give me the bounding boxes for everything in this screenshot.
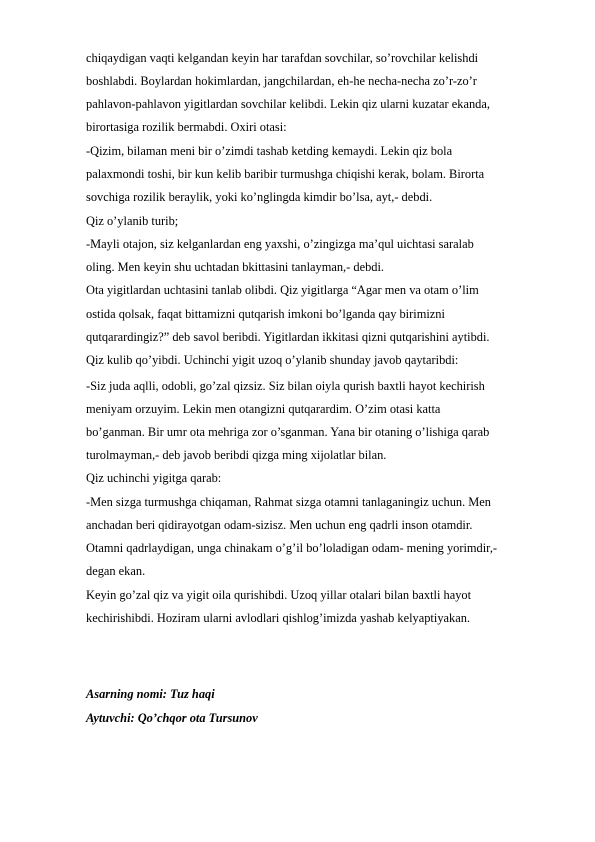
text-line: turolmayman,- deb javob beribdi qizga ming xijolatlar bilan.	[86, 448, 387, 462]
text-line: oling. Men keyin shu uchtadan bkittasini tanlayman,- debdi.	[86, 260, 385, 274]
text-line: degan ekan.	[86, 564, 146, 578]
text-line: birortasiga rozilik bermabdi. Oxiri otasi:	[86, 120, 287, 134]
text-line: Ota yigitlardan uchtasini tanlab olibdi. Qiz yigitlarga “Agar men va otam o’lim	[86, 283, 479, 297]
text-line: pahlavon-pahlavon yigitlardan sovchilar kelibdi. Lekin qiz ularni kuzatar ekanda,	[86, 97, 490, 111]
text-line: kechirishibdi. Hoziram ularni avlodlari qishlog’imizda yashab kelyaptiyakan.	[86, 611, 471, 625]
story-title: Asarning nomi: Tuz haqi	[86, 687, 215, 701]
text-line: ostida qolsak, faqat bittamizni qutqarish imkoni bo’lganda qay birimizni	[86, 307, 445, 321]
text-line: Qiz o’ylanib turib;	[86, 214, 179, 228]
text-line: -Mayli otajon, siz kelganlardan eng yaxshi, o’zingizga ma’qul uichtasi saralab	[86, 237, 474, 251]
text-line: Keyin go’zal qiz va yigit oila qurishibdi. Uzoq yillar otalari bilan baxtli hayot	[86, 588, 472, 602]
text-line: Qiz uchinchi yigitga qarab:	[86, 471, 222, 485]
text-line: sovchiga rozilik beraylik, yoki ko’nglingda kimdir bo’lsa, ayt,- debdi.	[86, 190, 433, 204]
text-line: -Men sizga turmushga chiqaman, Rahmat sizga otamni tanlaganingiz uchun. Men	[86, 495, 491, 509]
text-line: Qiz kulib qo’yibdi. Uchinchi yigit uzoq o’ylanib shunday javob qaytaribdi:	[86, 353, 459, 367]
text-line: anchadan beri qidirayotgan odam-sizisz. Men uchun eng qadrli inson otamdir.	[86, 518, 473, 532]
text-line: Otamni qadrlaydigan, unga chinakam o’g’il bo’loladigan odam- mening yorimdir,-	[86, 541, 498, 555]
text-line: meniyam orzuyim. Lekin men otangizni qutqarardim. O’zim otasi katta	[86, 402, 441, 416]
text-line: -Qizim, bilaman meni bir o’zimdi tashab ketding kemaydi. Lekin qiz bola	[86, 144, 453, 158]
text-line: bo’ganman. Bir umr ota mehriga zor o’sganman. Yana bir otaning o’lishiga qarab	[86, 425, 490, 439]
text-line: chiqaydigan vaqti kelgandan keyin har tarafdan sovchilar, so’rovchilar kelishdi	[86, 51, 479, 65]
story-author: Aytuvchi: Qo’chqor ota Tursunov	[86, 711, 258, 725]
text-line: palaxmondi toshi, bir kun kelib baribir turmushga chiqishi kerak, bolam. Birorta	[86, 167, 485, 181]
text-line: -Siz juda aqlli, odobli, go’zal qizsiz. Siz bilan oiyla qurish baxtli hayot kechirish	[86, 379, 485, 393]
text-line: boshlabdi. Boylardan hokimlardan, jangchilardan, eh-he necha-necha zo’r-zo’r	[86, 74, 477, 88]
text-line: qutqarardingiz?” deb savol beribdi. Yigitlardan ikkitasi qizni qutqarishini aytibdi.	[86, 330, 490, 344]
